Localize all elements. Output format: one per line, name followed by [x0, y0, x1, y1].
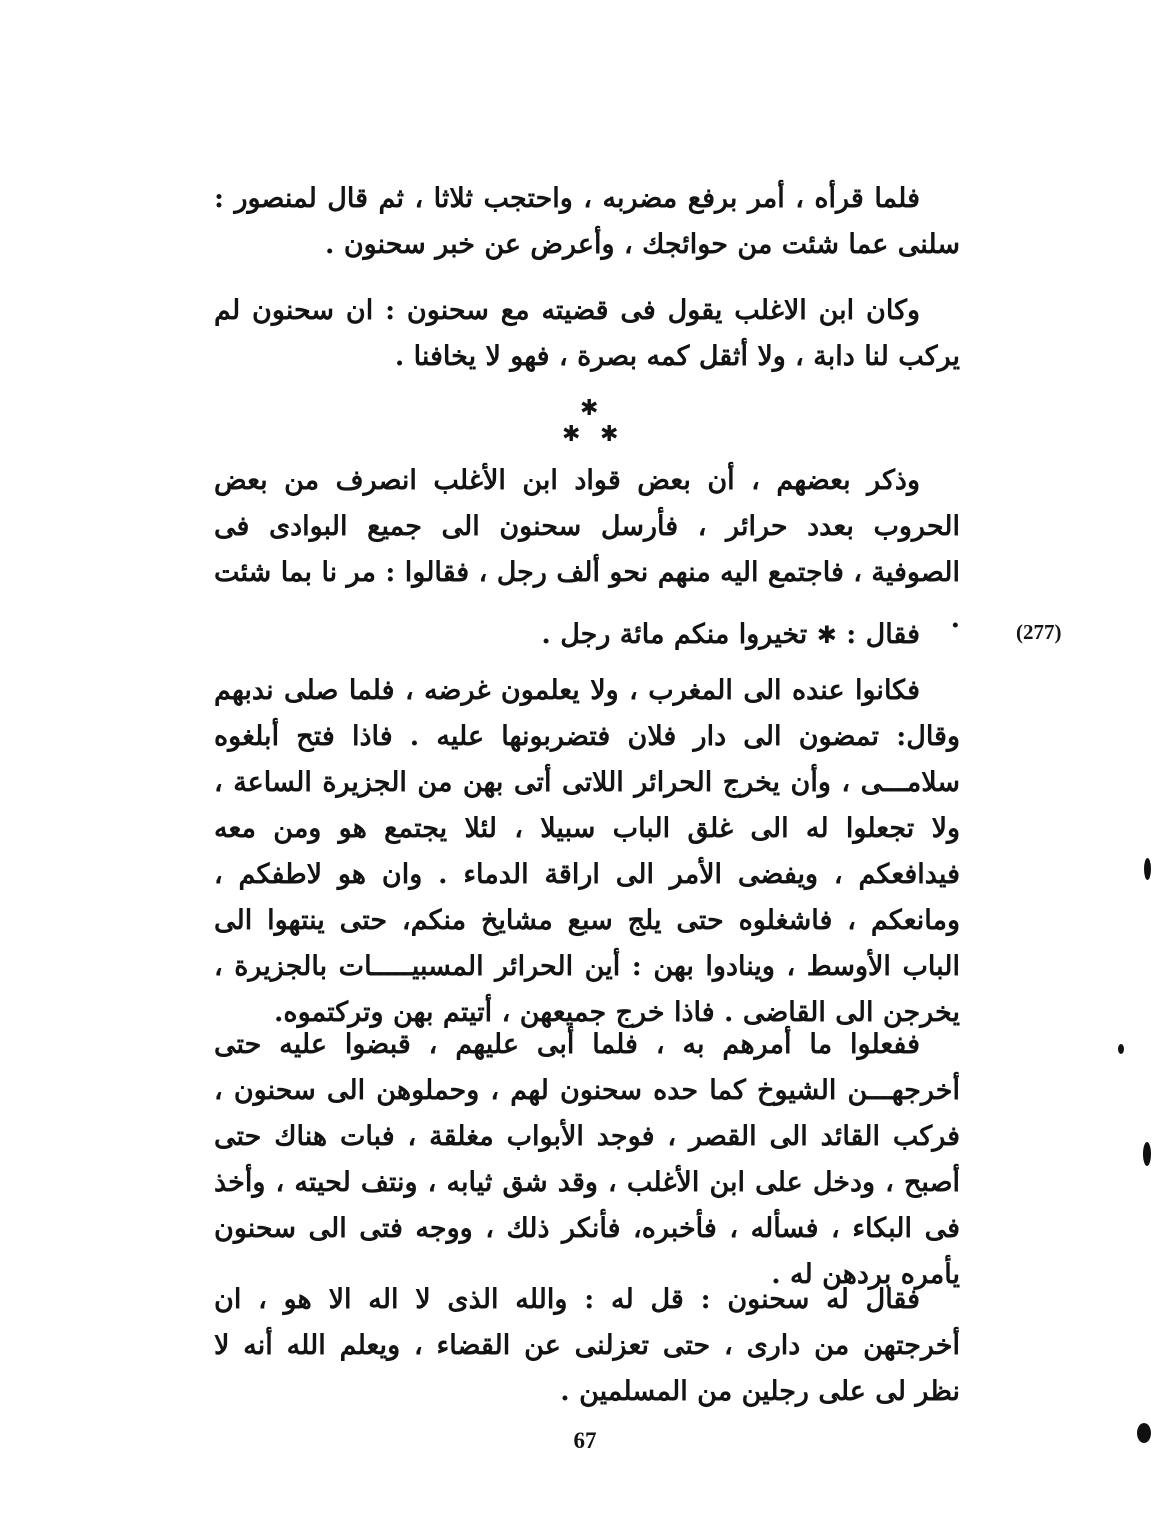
scan-mark [1118, 1044, 1124, 1054]
section-divider-asterism [560, 398, 620, 448]
paragraph-3: وذكر بعضهم ، أن بعض قواد ابن الأغلب انصرف من بعض الحروب بعدد حرائر ، فأرسل سحنون الى جميع البوادى فى الصوفية ، فاجتمع اليه منهم نحو ألف رجل ، فقالوا : مر نا بما شئت . [214, 465, 960, 634]
inline-star-icon: ✱ [816, 621, 837, 649]
paragraph-7: فقال له سحنون : قل له : والله الذى لا اله الا هو ، ان أخرجتهن من دارى ، حتى تعزلنى عن القضاء ، ويعلم الله أنه لا نظر لى على رجلين من المسلمين . [214, 1284, 960, 1407]
margin-reference-number: (277) [1016, 620, 1062, 644]
scan-mark [1144, 858, 1151, 880]
scan-mark [1143, 1142, 1151, 1166]
asterism-right-icon: ✱ [600, 422, 619, 447]
asterism-left-icon: ✱ [562, 422, 581, 447]
paragraph-6: ففعلوا ما أمرهم به ، فلما أبى عليهم ، قبضوا عليه حتى أخرجهـــن الشيوخ كما حده سحنون لهم ، وحملوهن الى سحنون ، فركب القائد الى القصر ، فوجد الأبواب مغلقة ، فبات هناك حتى أصبح ، ودخل على ابن الأغلب ، وقد شق ثيابه ، ونتف لحيته ، وأخذ فى البكاء ، فسأله ، فأخبره، فأنكر ذلك ، ووجه فتى الى سحنون يأمره بردهن له . [214, 1029, 960, 1290]
paragraph-4-text: تخيروا منكم مائة رجل . [541, 619, 808, 650]
speaker-label: فقال : [846, 619, 920, 650]
paragraph-2: وكان ابن الاغلب يقول فى قضيته مع سحنون : ان سحنون لم يركب لنا دابة ، ولا أثقل كمه بصرة ، فهو لا يخافنا . [214, 295, 960, 372]
paragraph-4 [214, 612, 960, 658]
scan-mark [1137, 1423, 1151, 1443]
page-number: 67 [573, 1428, 597, 1453]
paragraph-1: فلما قرأه ، أمر برفع مضربه ، واحتجب ثلاثا ، ثم قال لمنصور : سلنى عما شئت من حوائجك ، وأعرض عن خبر سحنون . [214, 183, 960, 260]
paragraph-5: فكانوا عنده الى المغرب ، ولا يعلمون غرضه ، فلما صلى ندبهم وقال: تمضون الى دار فلان فتضربونها عليه . فاذا فتح أبلغوه سلامـــى ، وأن يخرج الحرائر اللاتى أتى بهن من الجزيرة الساعة ، ولا تجعلوا له الى غلق الباب سبيلا ، لئلا يجتمع هو ومن معه فيدافعكم ، ويفضى الأمر الى اراقة الدماء . وان هو لاطفكم ، ومانعكم ، فاشغلوه حتى يلج سبع مشايخ منكم، حتى ينتهوا الى الباب الأوسط ، وينادوا بهن : أين الحرائر المسبيـــــات بالجزيرة ، يخرجن الى القاضى . فاذا خرج جميعهن ، أتيتم بهن وتركتموه. [214, 675, 960, 1028]
asterism-top-icon: ✱ [580, 396, 599, 421]
